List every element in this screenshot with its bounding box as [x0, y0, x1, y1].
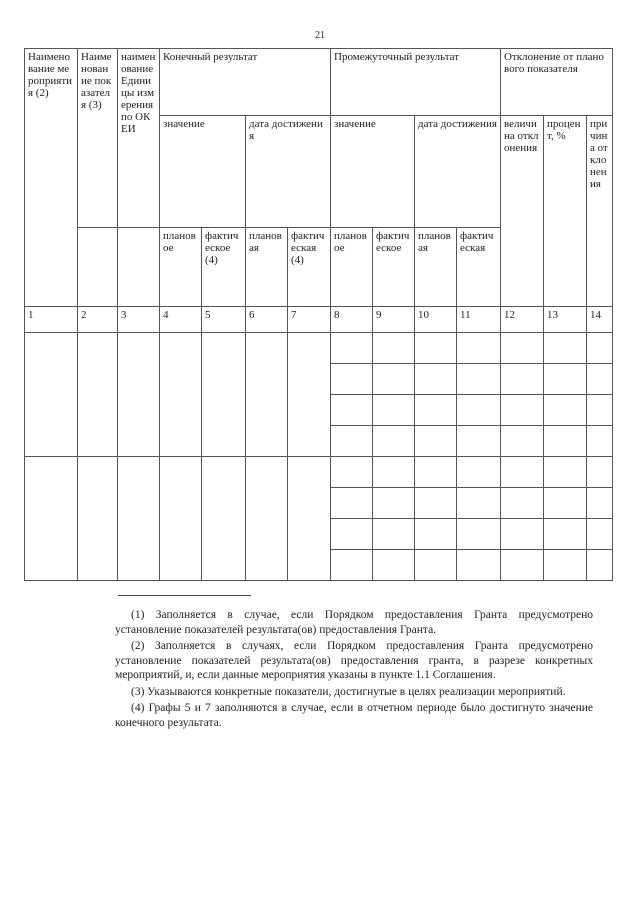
table-cell — [544, 333, 587, 364]
table-cell — [587, 550, 613, 581]
table-cell — [587, 488, 613, 519]
table-cell — [415, 550, 457, 581]
table-cell — [544, 364, 587, 395]
header-intermediate-date: дата достижения — [415, 116, 501, 228]
column-number: 13 — [544, 307, 587, 333]
table-cell — [78, 333, 118, 457]
table-cell — [25, 333, 78, 457]
table-cell — [415, 519, 457, 550]
header-final-value-planned: плановое — [160, 228, 202, 307]
header-row-1 — [25, 49, 613, 116]
table-cell — [415, 457, 457, 488]
column-number: 11 — [457, 307, 501, 333]
footnotes — [115, 608, 593, 732]
header-final-value-actual: фактическое (4) — [202, 228, 246, 307]
table-cell — [457, 488, 501, 519]
table-cell — [202, 333, 246, 457]
table-cell — [501, 364, 544, 395]
table-cell — [457, 364, 501, 395]
header-intermediate-result: Промежуточный результат — [331, 49, 501, 116]
table-cell — [544, 457, 587, 488]
table-cell — [373, 457, 415, 488]
column-number: 8 — [331, 307, 373, 333]
header-deviation-reason: причина отклонения — [587, 116, 613, 307]
column-number: 7 — [288, 307, 331, 333]
table-cell — [501, 519, 544, 550]
table-cell — [544, 488, 587, 519]
table-cell — [457, 395, 501, 426]
table-cell — [331, 550, 373, 581]
column-number: 5 — [202, 307, 246, 333]
table-cell — [457, 457, 501, 488]
table-cell — [160, 333, 202, 457]
table-cell — [587, 457, 613, 488]
header-deviation-percent: процент, % — [544, 116, 587, 307]
table-cell — [373, 519, 415, 550]
header-final-date-actual: фактическая (4) — [288, 228, 331, 307]
header-inter-date-actual: фактическая — [457, 228, 501, 307]
table-cell — [331, 333, 373, 364]
table-cell — [202, 457, 246, 581]
table-cell — [415, 395, 457, 426]
footnote-4: (4) Графы 5 и 7 заполняются в случае, если в отчетном периоде было достигнуто значение конечного результата. — [115, 702, 593, 729]
column-numbers-row — [25, 307, 613, 333]
table-cell — [544, 550, 587, 581]
table-cell — [415, 333, 457, 364]
table-cell — [331, 395, 373, 426]
table-cell — [544, 519, 587, 550]
header-unit: наименование Единицы измерения по ОКЕИ — [118, 49, 160, 228]
table-cell — [587, 426, 613, 457]
header-inter-value-actual: фактическое — [373, 228, 415, 307]
header-final-result: Конечный результат — [160, 49, 331, 116]
footnote-separator — [118, 595, 251, 596]
table-cell — [331, 364, 373, 395]
column-number: 2 — [78, 307, 118, 333]
table-cell — [457, 519, 501, 550]
header-inter-value-planned: плановое — [331, 228, 373, 307]
table-cell — [457, 550, 501, 581]
header-intermediate-value: значение — [331, 116, 415, 228]
column-number: 14 — [587, 307, 613, 333]
table-cell — [457, 333, 501, 364]
table-cell — [78, 457, 118, 581]
column-number: 4 — [160, 307, 202, 333]
column-number: 3 — [118, 307, 160, 333]
table-cell — [331, 426, 373, 457]
header-indicator-name: Наименование показателя (3) — [78, 49, 118, 228]
column-number: 12 — [501, 307, 544, 333]
table-cell — [587, 333, 613, 364]
table-cell — [373, 364, 415, 395]
table-cell — [331, 519, 373, 550]
footnote-1: (1) Заполняется в случае, если Порядком предоставления Гранта предусмотрено установление показателей результата(ов) предоставления Гранта. — [115, 609, 593, 636]
table-cell — [587, 395, 613, 426]
header-empty-2 — [78, 228, 118, 307]
column-number: 6 — [246, 307, 288, 333]
table-cell — [118, 457, 160, 581]
page-number: 21 — [315, 30, 325, 41]
table-cell — [415, 426, 457, 457]
table-cell — [373, 426, 415, 457]
header-final-date: дата достижения — [246, 116, 331, 228]
header-deviation-amount: величина отклонения — [501, 116, 544, 307]
table-cell — [373, 395, 415, 426]
table-cell — [501, 426, 544, 457]
header-inter-date-planned: плановая — [415, 228, 457, 307]
table-cell — [501, 333, 544, 364]
table-cell — [246, 457, 288, 581]
header-deviation: Отклонение от планового показателя — [501, 49, 613, 116]
footnote-3: (3) Указываются конкретные показатели, достигнутые в целях реализации мероприятий. — [131, 685, 566, 698]
header-final-date-planned: плановая — [246, 228, 288, 307]
header-final-value: значение — [160, 116, 246, 228]
table-cell — [288, 333, 331, 457]
table-cell — [415, 488, 457, 519]
table-cell — [501, 488, 544, 519]
table-row — [25, 457, 613, 488]
table-cell — [501, 457, 544, 488]
table-cell — [587, 519, 613, 550]
table-cell — [501, 550, 544, 581]
table-cell — [501, 395, 544, 426]
column-number: 1 — [25, 307, 78, 333]
table-cell — [246, 333, 288, 457]
table-cell — [587, 364, 613, 395]
header-event-name: Наименование мероприятия (2) — [25, 49, 78, 307]
column-number: 10 — [415, 307, 457, 333]
table-cell — [457, 426, 501, 457]
header-empty-3 — [118, 228, 160, 307]
table-cell — [373, 488, 415, 519]
table-cell — [373, 333, 415, 364]
footnote-2: (2) Заполняется в случаях, если Порядком предоставления Гранта предусмотрено установление показателей результата(ов) предоставления гранта, в разрезе конкретных мероприятий, и, если данные мероприятия указаны в пункте 1.1 Соглашения. — [115, 640, 593, 681]
table-cell — [331, 488, 373, 519]
table-cell — [25, 457, 78, 581]
column-number: 9 — [373, 307, 415, 333]
table-cell — [118, 333, 160, 457]
table-cell — [544, 426, 587, 457]
table-cell — [544, 395, 587, 426]
table-cell — [415, 364, 457, 395]
table-row — [25, 333, 613, 364]
table-cell — [373, 550, 415, 581]
table-cell — [160, 457, 202, 581]
table-cell — [288, 457, 331, 581]
report-table — [24, 48, 613, 581]
table-cell — [331, 457, 373, 488]
